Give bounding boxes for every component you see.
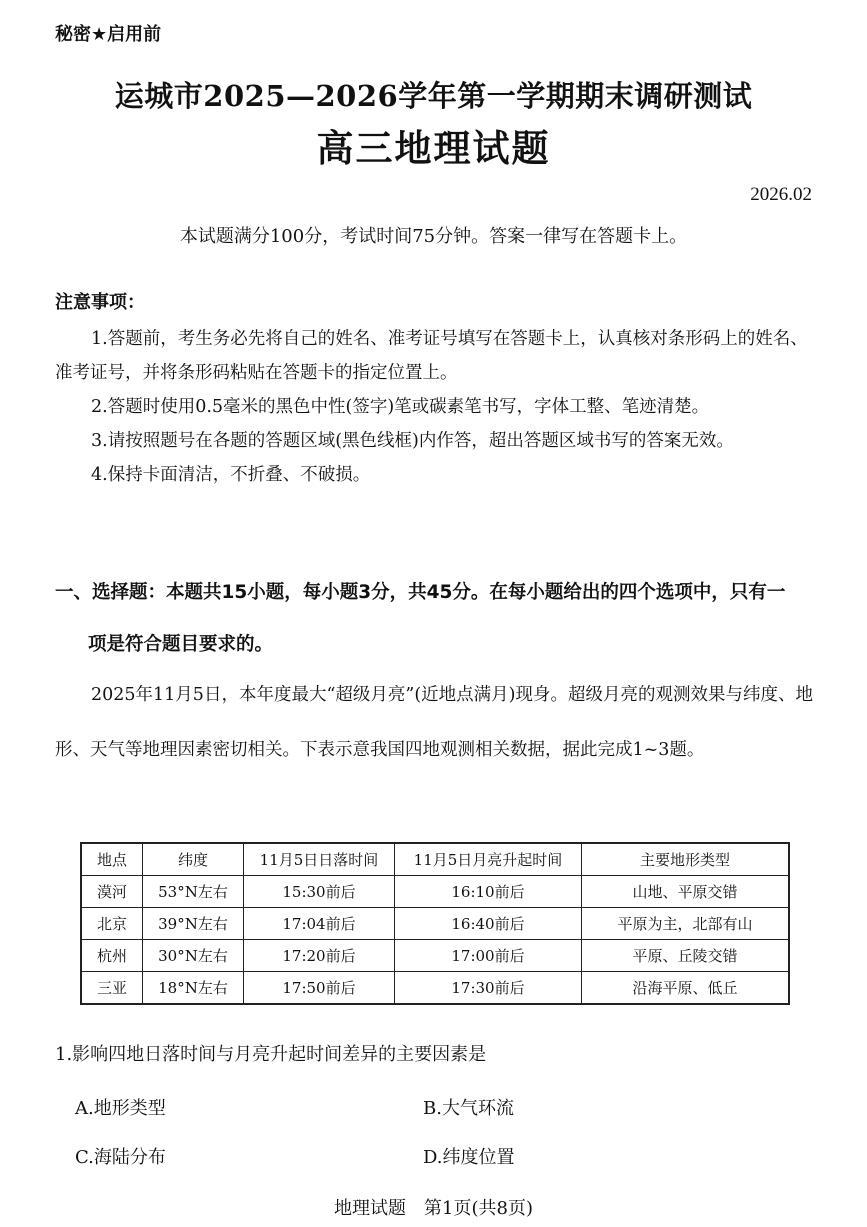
table-row bbox=[81, 972, 789, 1005]
question-stem: 1.影响四地日落时间与月亮升起时间差异的主要因素是 bbox=[55, 1044, 487, 1065]
confidential-label: 秘密★启用前 bbox=[55, 24, 162, 45]
table-cell: 53°N左右 bbox=[143, 876, 244, 908]
table-row bbox=[81, 908, 789, 940]
notice-heading: 注意事项： bbox=[55, 292, 145, 313]
exam-intro: 本试题满分100分，考试时间75分钟。答案一律写在答题卡上。 bbox=[179, 226, 688, 247]
table-header: 纬度 bbox=[143, 843, 244, 876]
table-cell: 平原、丘陵交错 bbox=[582, 940, 790, 972]
table-cell: 沿海平原、低丘 bbox=[582, 972, 790, 1005]
table-row bbox=[81, 876, 789, 908]
table-cell: 17:20前后 bbox=[244, 940, 395, 972]
table-cell: 15:30前后 bbox=[244, 876, 395, 908]
table-cell: 杭州 bbox=[81, 940, 143, 972]
page-footer: 地理试题 第1页(共8页) bbox=[334, 1198, 533, 1219]
observation-table bbox=[80, 842, 790, 1005]
table-cell: 山地、平原交错 bbox=[582, 876, 790, 908]
table-row bbox=[81, 940, 789, 972]
notice-item: 1.答题前，考生务必先将自己的姓名、准考证号填写在答题卡上，认真核对条形码上的姓名、准考证号，并将条形码粘贴在答题卡的指定位置上。 bbox=[55, 329, 808, 383]
subject-title: 高三地理试题 bbox=[316, 126, 551, 170]
table-cell: 漠河 bbox=[81, 876, 143, 908]
section-heading: 一、选择题：本题共15小题，每小题3分，共45分。在每小题给出的四个选项中，只有一 bbox=[55, 582, 786, 603]
table-cell: 17:00前后 bbox=[395, 940, 582, 972]
option-b: B.大气环流 bbox=[423, 1098, 514, 1119]
table-header: 11月5日日落时间 bbox=[244, 843, 395, 876]
option-d: D.纬度位置 bbox=[423, 1147, 515, 1168]
table-cell: 17:30前后 bbox=[395, 972, 582, 1005]
question-passage: 2025年11月5日，本年度最大“超级月亮”(近地点满月)现身。超级月亮的观测效果与纬度、地形、天气等地理因素密切相关。下表示意我国四地观测相关数据，据此完成1~3题。 bbox=[55, 685, 813, 760]
table-cell: 17:04前后 bbox=[244, 908, 395, 940]
exam-date: 2026.02 bbox=[750, 184, 812, 205]
notice-item: 4.保持卡面清洁，不折叠、不破损。 bbox=[91, 465, 371, 485]
option-c: C.海陆分布 bbox=[75, 1147, 166, 1168]
notice-item: 2.答题时使用0.5毫米的黑色中性(签字)笔或碳素笔书写，字体工整、笔迹清楚。 bbox=[91, 397, 710, 417]
table-cell: 平原为主，北部有山 bbox=[582, 908, 790, 940]
table-cell: 16:10前后 bbox=[395, 876, 582, 908]
table-cell: 16:40前后 bbox=[395, 908, 582, 940]
table-cell: 三亚 bbox=[81, 972, 143, 1005]
table-cell: 30°N左右 bbox=[143, 940, 244, 972]
table-cell: 17:50前后 bbox=[244, 972, 395, 1005]
table-header: 地点 bbox=[81, 843, 143, 876]
table-cell: 39°N左右 bbox=[143, 908, 244, 940]
exam-title: 运城市2025—2026学年第一学期期末调研测试 bbox=[114, 79, 753, 113]
section-heading-cont: 项是符合题目要求的。 bbox=[88, 634, 274, 655]
table-header-row bbox=[81, 843, 789, 876]
table-cell: 18°N左右 bbox=[143, 972, 244, 1005]
option-a: A.地形类型 bbox=[75, 1098, 166, 1119]
notice-item: 3.请按照题号在各题的答题区域(黑色线框)内作答，超出答题区域书写的答案无效。 bbox=[91, 431, 734, 451]
table-header: 主要地形类型 bbox=[582, 843, 790, 876]
table-cell: 北京 bbox=[81, 908, 143, 940]
table-header: 11月5日月亮升起时间 bbox=[395, 843, 582, 876]
